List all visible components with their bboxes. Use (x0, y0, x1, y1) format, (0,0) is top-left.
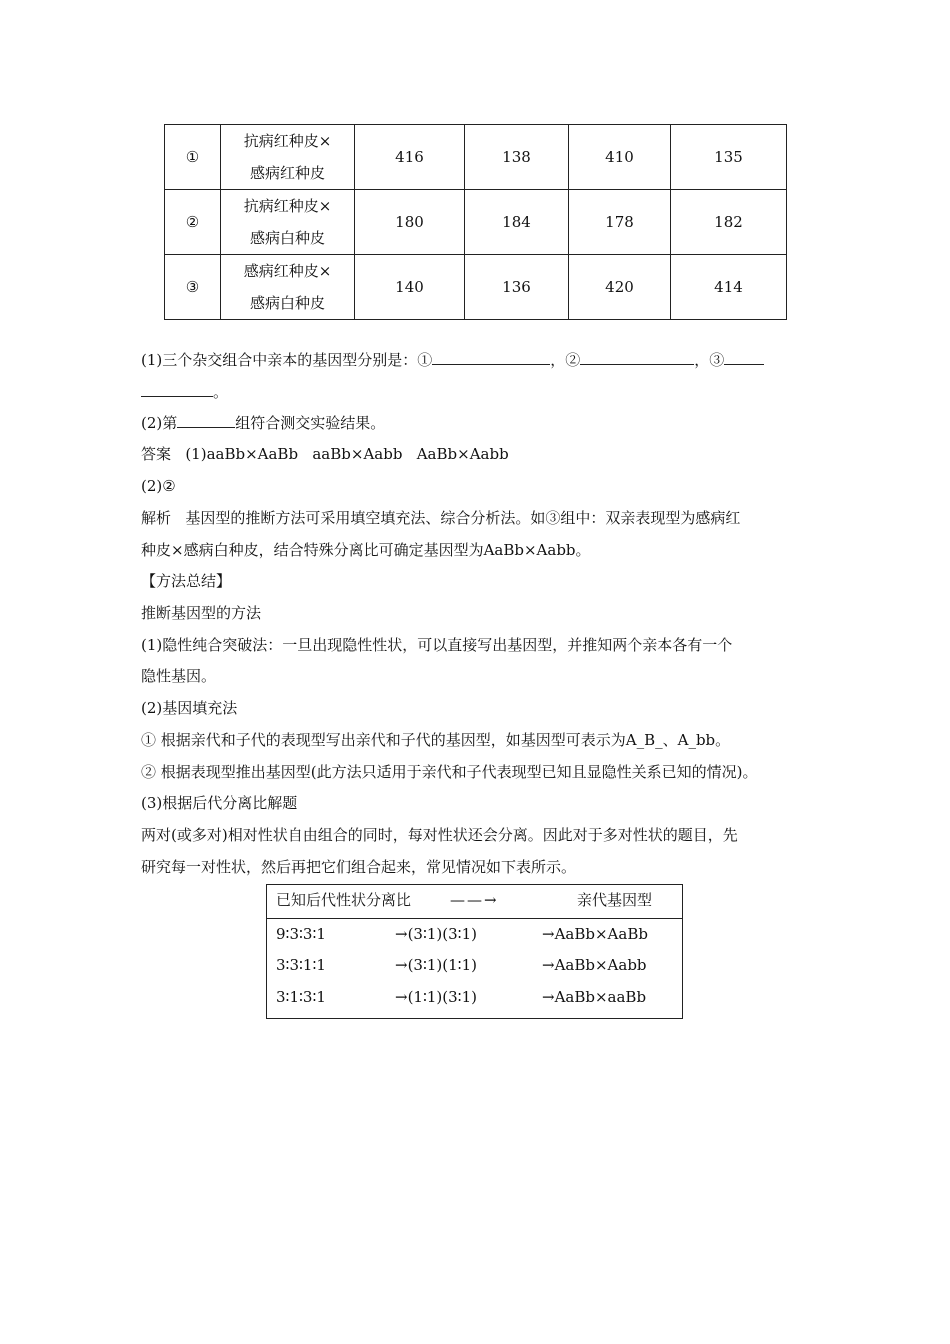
count-cell: 184 (465, 190, 569, 255)
cross-id: ② (165, 190, 221, 255)
question-1-end: 。 (213, 383, 229, 401)
summary-p3-line-1: 两对(或多对)相对性状自由组合的同时，每对性状还会分离。因此对于多对性状的题目，先 (141, 826, 738, 844)
split-cell: →(3∶1)(1∶1) (395, 956, 477, 974)
count-cell: 138 (465, 125, 569, 190)
analysis-text-1: 基因型的推断方法可采用填空填充法、综合分析法。如③组中：双亲表现型为感病红 (185, 509, 741, 527)
answer-line-2: (2)② (141, 477, 176, 495)
ratio-cell: 3∶3∶1∶1 (276, 956, 326, 974)
ratio-cell: 3∶1∶3∶1 (276, 988, 326, 1006)
genotype-cell: →AaBb×aaBb (542, 988, 647, 1006)
analysis-label: 解析 (141, 509, 172, 527)
answer-line-1 (141, 444, 509, 464)
count-cell: 140 (355, 255, 465, 320)
genotype-cell: →AaBb×Aabb (542, 956, 647, 974)
header-ratio: 已知后代性状分离比 (276, 891, 412, 909)
question-2 (141, 413, 385, 433)
answer-blank-4[interactable] (177, 413, 235, 428)
cross-result-table (164, 124, 787, 320)
cross-parent-2: 感病红种皮 (249, 164, 325, 182)
ratio-method-table (266, 884, 683, 1019)
count-cell: 416 (355, 125, 465, 190)
answer-label: 答案 (141, 445, 172, 463)
cross-parent-1: 抗病红种皮× (243, 197, 332, 215)
question-2-suffix: 组符合测交实验结果。 (235, 414, 386, 432)
summary-p3-line-2: 研究每一对性状，然后再把它们组合起来，常见情况如下表所示。 (141, 858, 577, 876)
question-1-sep-2: ，③ (694, 351, 725, 369)
cross-parents (221, 255, 355, 320)
answer-text-1: (1)aaBb×AaBb aaBb×Aabb AaBb×Aabb (185, 445, 509, 463)
split-cell: →(1∶1)(3∶1) (395, 988, 477, 1006)
summary-heading: 【方法总结】 (141, 572, 232, 590)
cross-parents (221, 190, 355, 255)
answer-blank-1[interactable] (432, 350, 550, 365)
analysis-line-2: 种皮×感病白种皮，结合特殊分离比可确定基因型为AaBb×Aabb。 (141, 541, 591, 559)
cross-id: ① (165, 125, 221, 190)
summary-p2: (2)基因填充法 (141, 699, 238, 717)
split-cell: →(3∶1)(3∶1) (395, 925, 477, 943)
count-cell: 178 (569, 190, 671, 255)
question-1-cont (141, 382, 228, 402)
count-cell: 420 (569, 255, 671, 320)
summary-p2-a: ① 根据亲代和子代的表现型写出亲代和子代的基因型，如基因型可表示为A_B_、A_bb。 (141, 731, 731, 749)
cross-parent-2: 感病白种皮 (249, 294, 325, 312)
cross-parent-1: 感病红种皮× (243, 262, 332, 280)
count-cell: 135 (671, 125, 787, 190)
question-1 (141, 350, 764, 370)
table-row (165, 190, 787, 255)
summary-p3: (3)根据后代分离比解题 (141, 794, 298, 812)
header-genotype: 亲代基因型 (577, 891, 653, 909)
question-1-sep-1: ，② (550, 351, 581, 369)
answer-blank-3a[interactable] (724, 350, 764, 365)
count-cell: 410 (569, 125, 671, 190)
count-cell: 136 (465, 255, 569, 320)
question-1-prefix: (1)三个杂交组合中亲本的基因型分别是：① (141, 351, 433, 369)
method-table-header (267, 885, 682, 919)
table-row (165, 125, 787, 190)
answer-blank-3b[interactable] (141, 382, 213, 397)
count-cell: 180 (355, 190, 465, 255)
cross-parent-1: 抗病红种皮× (243, 132, 332, 150)
cross-parents (221, 125, 355, 190)
table-row (165, 255, 787, 320)
cross-id: ③ (165, 255, 221, 320)
summary-p1-line-2: 隐性基因。 (141, 667, 217, 685)
summary-title: 推断基因型的方法 (141, 604, 262, 622)
ratio-cell: 9∶3∶3∶1 (276, 925, 326, 943)
count-cell: 414 (671, 255, 787, 320)
question-2-prefix: (2)第 (141, 414, 178, 432)
genotype-cell: →AaBb×AaBb (542, 925, 648, 943)
header-arrow: ——→ (450, 891, 499, 909)
count-cell: 182 (671, 190, 787, 255)
answer-blank-2[interactable] (580, 350, 694, 365)
summary-p2-b: ② 根据表现型推出基因型(此方法只适用于亲代和子代表现型已知且显隐性关系已知的情况)。 (141, 763, 758, 781)
analysis-line-1 (141, 508, 740, 528)
cross-parent-2: 感病白种皮 (249, 229, 325, 247)
summary-p1-line-1: (1)隐性纯合突破法：一旦出现隐性性状，可以直接写出基因型，并推知两个亲本各有一个 (141, 636, 733, 654)
